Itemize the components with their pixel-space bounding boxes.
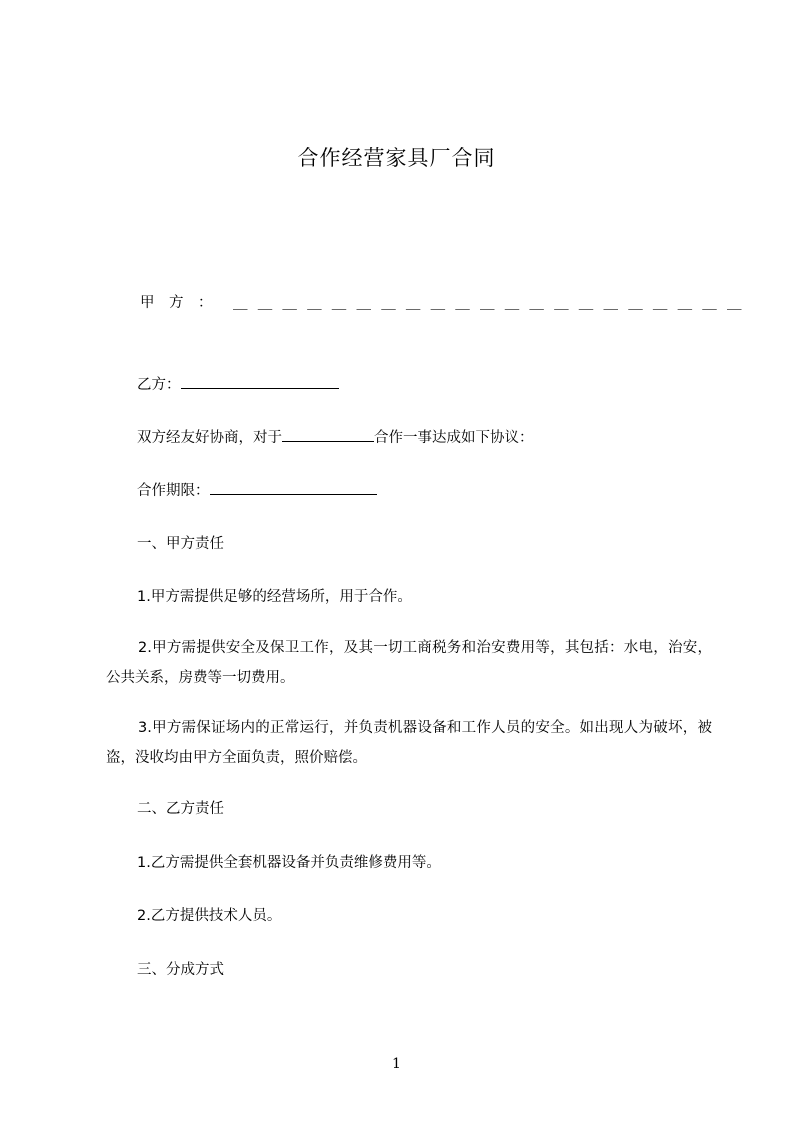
intro-line xyxy=(137,426,534,447)
party-b-blank xyxy=(181,374,339,389)
section1-item-1: 1.甲方需提供足够的经营场所，用于合作。 xyxy=(137,589,412,605)
intro-before: 双方经友好协商，对于 xyxy=(137,430,282,446)
section2-heading: 二、乙方责任 xyxy=(137,801,224,817)
party-b-line xyxy=(137,373,339,394)
term-line xyxy=(137,479,377,500)
intro-after: 合作一事达成如下协议： xyxy=(374,430,534,446)
section1-heading: 一、甲方责任 xyxy=(137,536,224,552)
party-a-label: 甲 方 ： xyxy=(140,295,213,311)
party-a-blank: ＿＿＿＿＿＿＿＿＿＿＿＿＿＿＿＿＿＿＿＿＿ xyxy=(233,296,752,312)
term-blank xyxy=(210,480,377,495)
document-title: 合作经营家具厂合同 xyxy=(297,146,496,170)
section2-item-2: 2.乙方提供技术人员。 xyxy=(137,908,282,924)
term-label: 合作期限： xyxy=(137,483,210,499)
intro-blank xyxy=(282,427,374,442)
section3-heading: 三、分成方式 xyxy=(137,962,224,978)
section1-item-2: 2.甲方需提供安全及保卫工作，及其一切工商税务和治安费用等，其包括：水电，治安，公共关系，房费等一切费用。 xyxy=(106,640,712,686)
section1-item-3: 3.甲方需保证场内的正常运行，并负责机器设备和工作人员的安全。如出现人为破坏，被盗，没收均由甲方全面负责，照价赔偿。 xyxy=(106,720,712,766)
page-number: 1 xyxy=(392,1056,401,1072)
section2-item-1: 1.乙方需提供全套机器设备并负责维修费用等。 xyxy=(137,855,441,871)
party-b-label: 乙方： xyxy=(137,377,181,393)
